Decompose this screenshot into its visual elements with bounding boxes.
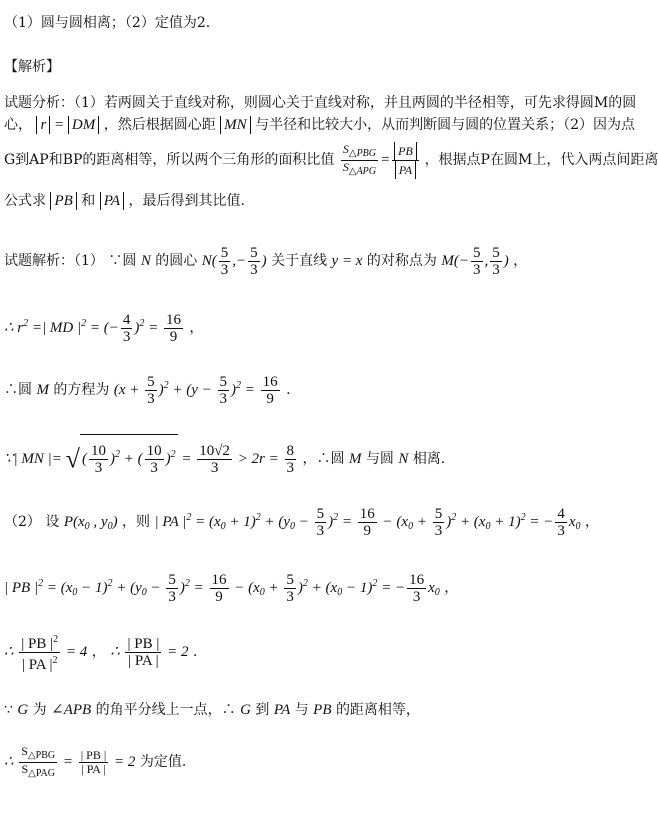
mn-calc: ∵| MN |= √ ( $\frac{10}{3}$ )$^2$ + ( $\frac{10}{3}$ )$^2$ = $\frac{10√2}{3}$ > 2r = $\frac{8}{3}$: [4, 451, 298, 467]
solution-text: ，∴圆: [302, 451, 345, 467]
center-n: N( $\frac{5}{3}$ ,− $\frac{5}{3}$ ): [201, 245, 267, 279]
analysis-text: 和: [81, 193, 96, 209]
solution-text: 为定值.: [139, 754, 187, 770]
solution-text: 与圆: [365, 451, 394, 467]
analysis-text: 试题分析：（1）若两圆关于直线对称，则圆心关于直线对称，并且两圆的半径相等，可先求得圆M的圆: [4, 95, 637, 111]
analysis-line-2: [4, 115, 635, 135]
solution-text: ，: [513, 253, 528, 269]
analysis-text: ，最后得到其比值.: [128, 193, 245, 209]
solution-line-3: ∴圆 M 的方程为 (x + $\frac{5}{3}$ )$^2$ + (y − $\frac{5}{3}$ )$^2$ = $\frac{16}{9}$ .: [4, 374, 291, 408]
solution-line-2: [4, 306, 203, 346]
solution-text: 试题解析：（1）: [4, 253, 104, 269]
pa-abs: PA: [100, 192, 124, 210]
analysis-text: G到AP和BP的距离相等，所以两个三角形的面积比值: [4, 152, 335, 168]
solution-line-7: [4, 632, 197, 673]
solution-line-9: [4, 742, 186, 782]
solution-text: ∵圆: [108, 253, 137, 269]
solution-text: ，: [189, 320, 204, 336]
solution-text: 关于直线: [271, 253, 328, 269]
analysis-line-4: [4, 191, 245, 211]
solution-text: ，: [444, 580, 459, 596]
solution-text: 相离.: [412, 451, 446, 467]
analysis-line-1: [4, 93, 636, 113]
solution-text: ∵: [4, 702, 13, 718]
analysis-text: ，根据点P在圆M上，代入两点间距离: [424, 152, 658, 168]
analysis-text: 与半径和比较大小，从而判断圆与圆的位置关系；（2）因为点: [255, 117, 636, 133]
pa-calc: | PA $|^2 = (x_0 + 1)^2 + (y_0$ − $\frac{5}{3}$ )$^2$ = $\frac{16}{9}$ − ($x_0$ + $\frac{5}{3}$ )$^2 + (x_0 + 1)^2$ = − $\frac{4}{3}$ $x_0$: [154, 506, 581, 540]
solution-text: （2） 设: [4, 514, 60, 530]
analysis-heading: [4, 57, 60, 77]
solution-line-5: （2） 设 $P(x_0$ , $y_0$) ，则 | PA $|^2 = (x_0 + 1)^2 + (y_0$ − $\frac{5}{3}$ )$^2$ = $\frac{16}{9}$ − ($x_0$ + $\frac{5}{3}$ )$^2 + (x_0 + 1)^2$ = − $\frac{4}{3}$ $x_0$ ，: [4, 506, 599, 540]
solution-line-1: 试题解析：（1） ∵圆 N 的圆心 N( $\frac{5}{3}$ ,− $\frac{5}{3}$ ) 关于直线 y = x 的对称点为 M(− $\frac{5}{3}$ , $\frac{5}{3}$ ) ，: [4, 245, 528, 279]
solution-text: .: [286, 382, 291, 398]
answer-line: [4, 13, 210, 33]
solution-text: 的距离相等，: [335, 702, 420, 718]
final-ratio: ∴ $\frac{S_{\triangle PBG}}{S_{\triangle PAG}}$ = $\frac{| PB |}{| PA |}$ = 2: [4, 744, 136, 780]
radius-calc: ∴ $r^2$ =| MD $|^2$ = (− $\frac{4}{3}$ )$^2$ = $\frac{16}{9}$: [4, 312, 181, 346]
analysis-text: 公式求: [4, 193, 46, 209]
analysis-text: ，然后根据圆心距: [103, 117, 216, 133]
solution-line-8: ∵ G 为 ∠APB 的角平分线上一点，∴ G 到 PA 与 PB 的距离相等，: [4, 702, 420, 718]
analysis-text: 心，: [4, 117, 32, 133]
area-ratio: $\frac{S_{\triangle PBG}}{S_{\triangle APG}}$ = $\frac{PB}{PA}$: [339, 152, 425, 168]
ratio-calc: ∴ $\frac{| PB |^2}{| PA |^2}$ = 4: [4, 634, 88, 674]
answer-text: （1）圆与圆相离；（2）定值为2.: [4, 15, 211, 31]
solution-text: 为: [32, 702, 47, 718]
pb-calc: | PB $|^2 = (x_0 - 1)^2 + (y_0$ − $\frac{5}{3}$ )$^2$ = $\frac{16}{9}$ − ($x_0$ + $\frac{5}{3}$ )$^2 + (x_0 - 1)^2$ = − $\frac{16}{3}$ $x_0$: [4, 572, 440, 606]
solution-line-4: ∵| MN |= √ ( $\frac{10}{3}$ )$^2$ + ( $\frac{10}{3}$ )$^2$ = $\frac{10√2}{3}$ > 2r = $\frac{8}{3}$ ，∴圆 M 与圆 N 相离.: [4, 434, 445, 480]
solution-text: ∴圆: [4, 382, 32, 398]
solution-text: 与: [294, 702, 309, 718]
solution-line-6: [4, 566, 458, 611]
solution-text: .: [192, 644, 198, 660]
circle-m-eq: (x + $\frac{5}{3}$ )$^2$ + (y − $\frac{5}{3}$ )$^2$ = $\frac{16}{9}$: [113, 374, 278, 408]
radius-eq: r = DM: [36, 117, 99, 133]
ratio-result: ∴ $\frac{| PB |}{| PA |}$ = 2: [110, 636, 189, 670]
solution-text: 的方程为: [53, 382, 110, 398]
mn-abs: MN: [220, 116, 251, 134]
analysis-heading-text: 【解析】: [4, 59, 60, 75]
solution-text: ，则: [122, 514, 151, 530]
solution-text: 到: [255, 702, 270, 718]
analysis-line-3: [4, 142, 658, 179]
solution-text: 的对称点为: [366, 253, 437, 269]
pb-abs: PB: [50, 192, 76, 210]
center-m: M(− $\frac{5}{3}$ , $\frac{5}{3}$ ): [441, 245, 509, 279]
solution-text: ，: [584, 514, 599, 530]
solution-text: 的圆心: [155, 253, 198, 269]
solution-text: 的角平分线上一点，∴: [95, 702, 236, 718]
solution-text: ，: [91, 644, 106, 660]
